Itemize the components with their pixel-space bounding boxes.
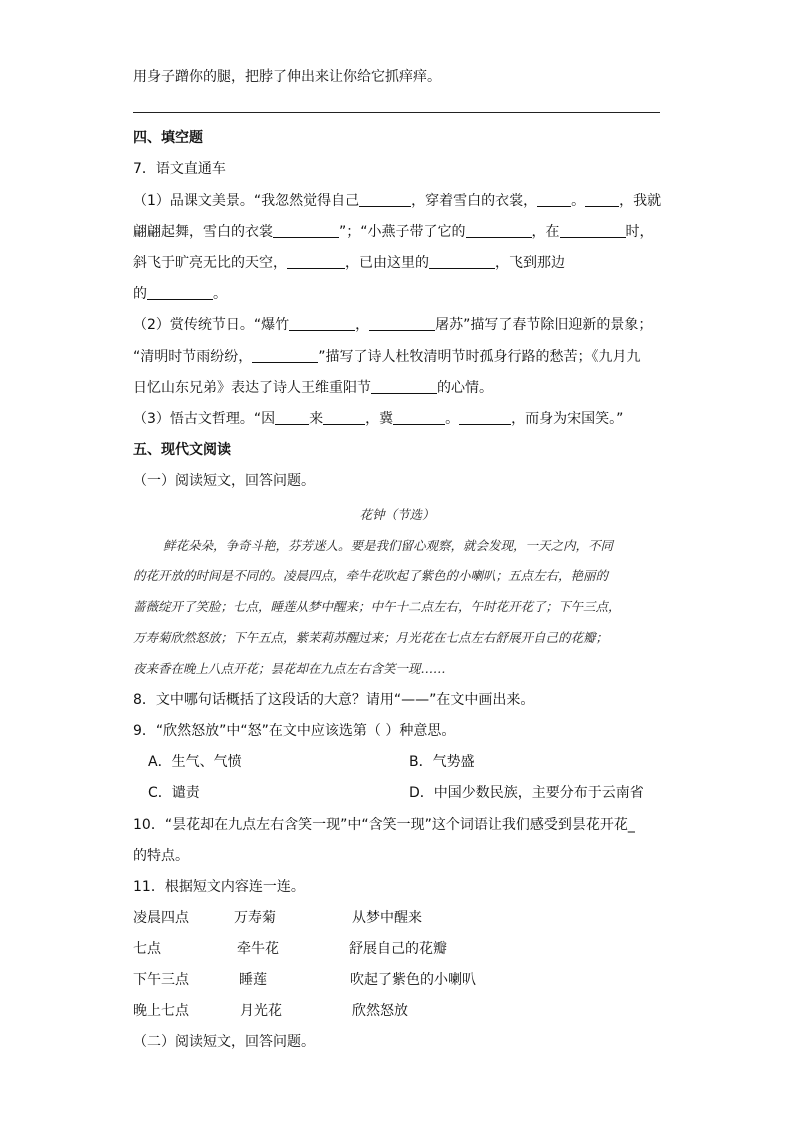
q7-text: ”描写了诗人杜牧清明节时孤身行路的愁苦；《九月九: [318, 349, 641, 365]
match-time[interactable]: 下午三点: [133, 972, 189, 988]
q7-text: （1）品课文美景。“我忽然觉得自己: [133, 193, 360, 209]
answer-line: [133, 112, 660, 113]
match-flower[interactable]: 万寿菊: [234, 910, 276, 926]
q7-text: ，我就: [619, 193, 662, 209]
q9-option-b[interactable]: B．气势盛: [409, 754, 475, 770]
q7-text: 。: [213, 286, 227, 302]
q7-text: 。: [445, 411, 460, 427]
q7-part3-line: [133, 409, 623, 429]
q9-option-d[interactable]: D．中国少数民族，主要分布于云南省: [409, 785, 644, 801]
q7-part1-line4: [133, 284, 227, 304]
q7-text: ，: [355, 317, 370, 333]
answer-blank[interactable]: [323, 410, 365, 425]
q7-part2-line1: [133, 315, 652, 335]
q7-text: （3）悟古文哲理。“因: [133, 411, 276, 427]
answer-blank[interactable]: [459, 410, 511, 425]
answer-blank[interactable]: [287, 254, 345, 269]
passage-line: 鲜花朵朵，争奇斗艳，芬芳迷人。要是我们留心观察，就会发现，一天之内，不同: [163, 538, 614, 553]
answer-blank[interactable]: [537, 192, 571, 207]
answer-blank[interactable]: [560, 223, 626, 238]
question-10-line1: 10．“昙花却在九点左右含笑一现”中“含笑一现”这个词语让我们感受到昙花开花_: [133, 817, 635, 833]
q7-text: ，穿着雪白的衣裳，: [411, 193, 538, 209]
q7-text: 的心情。: [437, 380, 493, 396]
q7-part2-line3: [133, 378, 493, 398]
q7-text: 时，: [625, 224, 654, 240]
q7-text: 翩翩起舞，雪白的衣裳: [133, 224, 273, 240]
answer-blank[interactable]: [275, 410, 309, 425]
match-action[interactable]: 从梦中醒来: [352, 910, 422, 926]
q7-text: ，飞到那边: [495, 255, 565, 271]
q7-text: ”；“小燕子带了它的: [339, 224, 466, 240]
q7-text: 来: [309, 411, 324, 427]
match-time[interactable]: 七点: [133, 941, 161, 957]
match-flower[interactable]: 睡莲: [239, 972, 267, 988]
answer-blank[interactable]: [429, 254, 495, 269]
match-flower[interactable]: 月光花: [240, 1003, 282, 1019]
q7-text: 斜飞于旷亮无比的天空，: [133, 255, 287, 271]
answer-blank[interactable]: [585, 192, 619, 207]
q7-text: 日忆山东兄弟》表达了诗人王维重阳节: [133, 380, 371, 396]
q7-text: ，冀: [365, 411, 394, 427]
answer-blank[interactable]: [371, 379, 437, 394]
passage-line: 夜来香在晚上八点开花；昙花却在九点左右含笑一现……: [133, 661, 446, 676]
q7-part1-line2: [133, 222, 654, 242]
continued-text: 用身子蹭你的腿，把脖了伸出来让你给它抓痒痒。: [133, 69, 441, 85]
passage-line: 万寿菊欣然怒放；下午五点，紫茉莉苏醒过来；月光花在七点左右舒展开自己的花瓣；: [133, 630, 609, 645]
answer-blank[interactable]: [273, 223, 339, 238]
answer-blank[interactable]: [369, 316, 435, 331]
match-time[interactable]: 晚上七点: [133, 1003, 189, 1019]
match-action[interactable]: 舒展自己的花瓣: [349, 941, 447, 957]
question-8: 8．文中哪句话概括了这段话的大意？请用“——”在文中画出来。: [133, 692, 535, 708]
q7-text: ，已由这里的: [345, 255, 429, 271]
q7-text: “清明时节雨纷纷，: [133, 349, 253, 365]
answer-blank[interactable]: [359, 192, 411, 207]
question-11-stem: 11．根据短文内容连一连。: [133, 879, 305, 895]
question-7-title: 7．语文直通车: [133, 161, 226, 177]
q7-text: ，而身为宋国笑。”: [511, 411, 624, 427]
passage-line: 的花开放的时间是不同的。凌晨四点，牵牛花吹起了紫色的小喇叭；五点左右，艳丽的: [133, 568, 609, 583]
section-heading-reading: 五、现代文阅读: [133, 442, 231, 458]
q7-part2-line2: [133, 347, 641, 367]
question-9-stem: 9．“欣然怒放”中“怒”在文中应该选第（ ）种意思。: [133, 723, 456, 739]
match-action[interactable]: 欣然怒放: [352, 1003, 408, 1019]
q7-part1-line1: [133, 191, 661, 211]
answer-blank[interactable]: [147, 285, 213, 300]
passage-title: 花钟（节选）: [359, 507, 435, 522]
answer-blank[interactable]: [466, 223, 532, 238]
q7-text: 屠苏”描写了春节除旧迎新的景象；: [435, 317, 653, 333]
passage-line: 蔷薇绽开了笑脸；七点，睡莲从梦中醒来；中午十二点左右，午时花开花了；下午三点，: [133, 599, 621, 614]
answer-blank[interactable]: [289, 316, 355, 331]
q7-part1-line3: [133, 253, 565, 273]
q7-text: ，在: [531, 224, 560, 240]
match-time[interactable]: 凌晨四点: [133, 910, 189, 926]
reading-part-2: （二）阅读短文，回答问题。: [133, 1034, 315, 1050]
match-action[interactable]: 吹起了紫色的小喇叭: [350, 972, 476, 988]
answer-blank[interactable]: [252, 348, 318, 363]
q9-option-c[interactable]: C．谴责: [148, 785, 200, 801]
reading-part-1: （一）阅读短文，回答问题。: [133, 473, 315, 489]
q7-text: 的: [133, 286, 147, 302]
match-flower[interactable]: 牵牛花: [237, 941, 279, 957]
q7-text: （2）赏传统节日。“爆竹: [133, 317, 290, 333]
q7-text: 。: [571, 193, 586, 209]
q9-option-a[interactable]: A．生气、气愤: [148, 754, 242, 770]
answer-blank[interactable]: [393, 410, 445, 425]
section-heading-fill-in: 四、填空题: [133, 130, 203, 146]
question-10-line2: 的特点。: [133, 848, 189, 864]
